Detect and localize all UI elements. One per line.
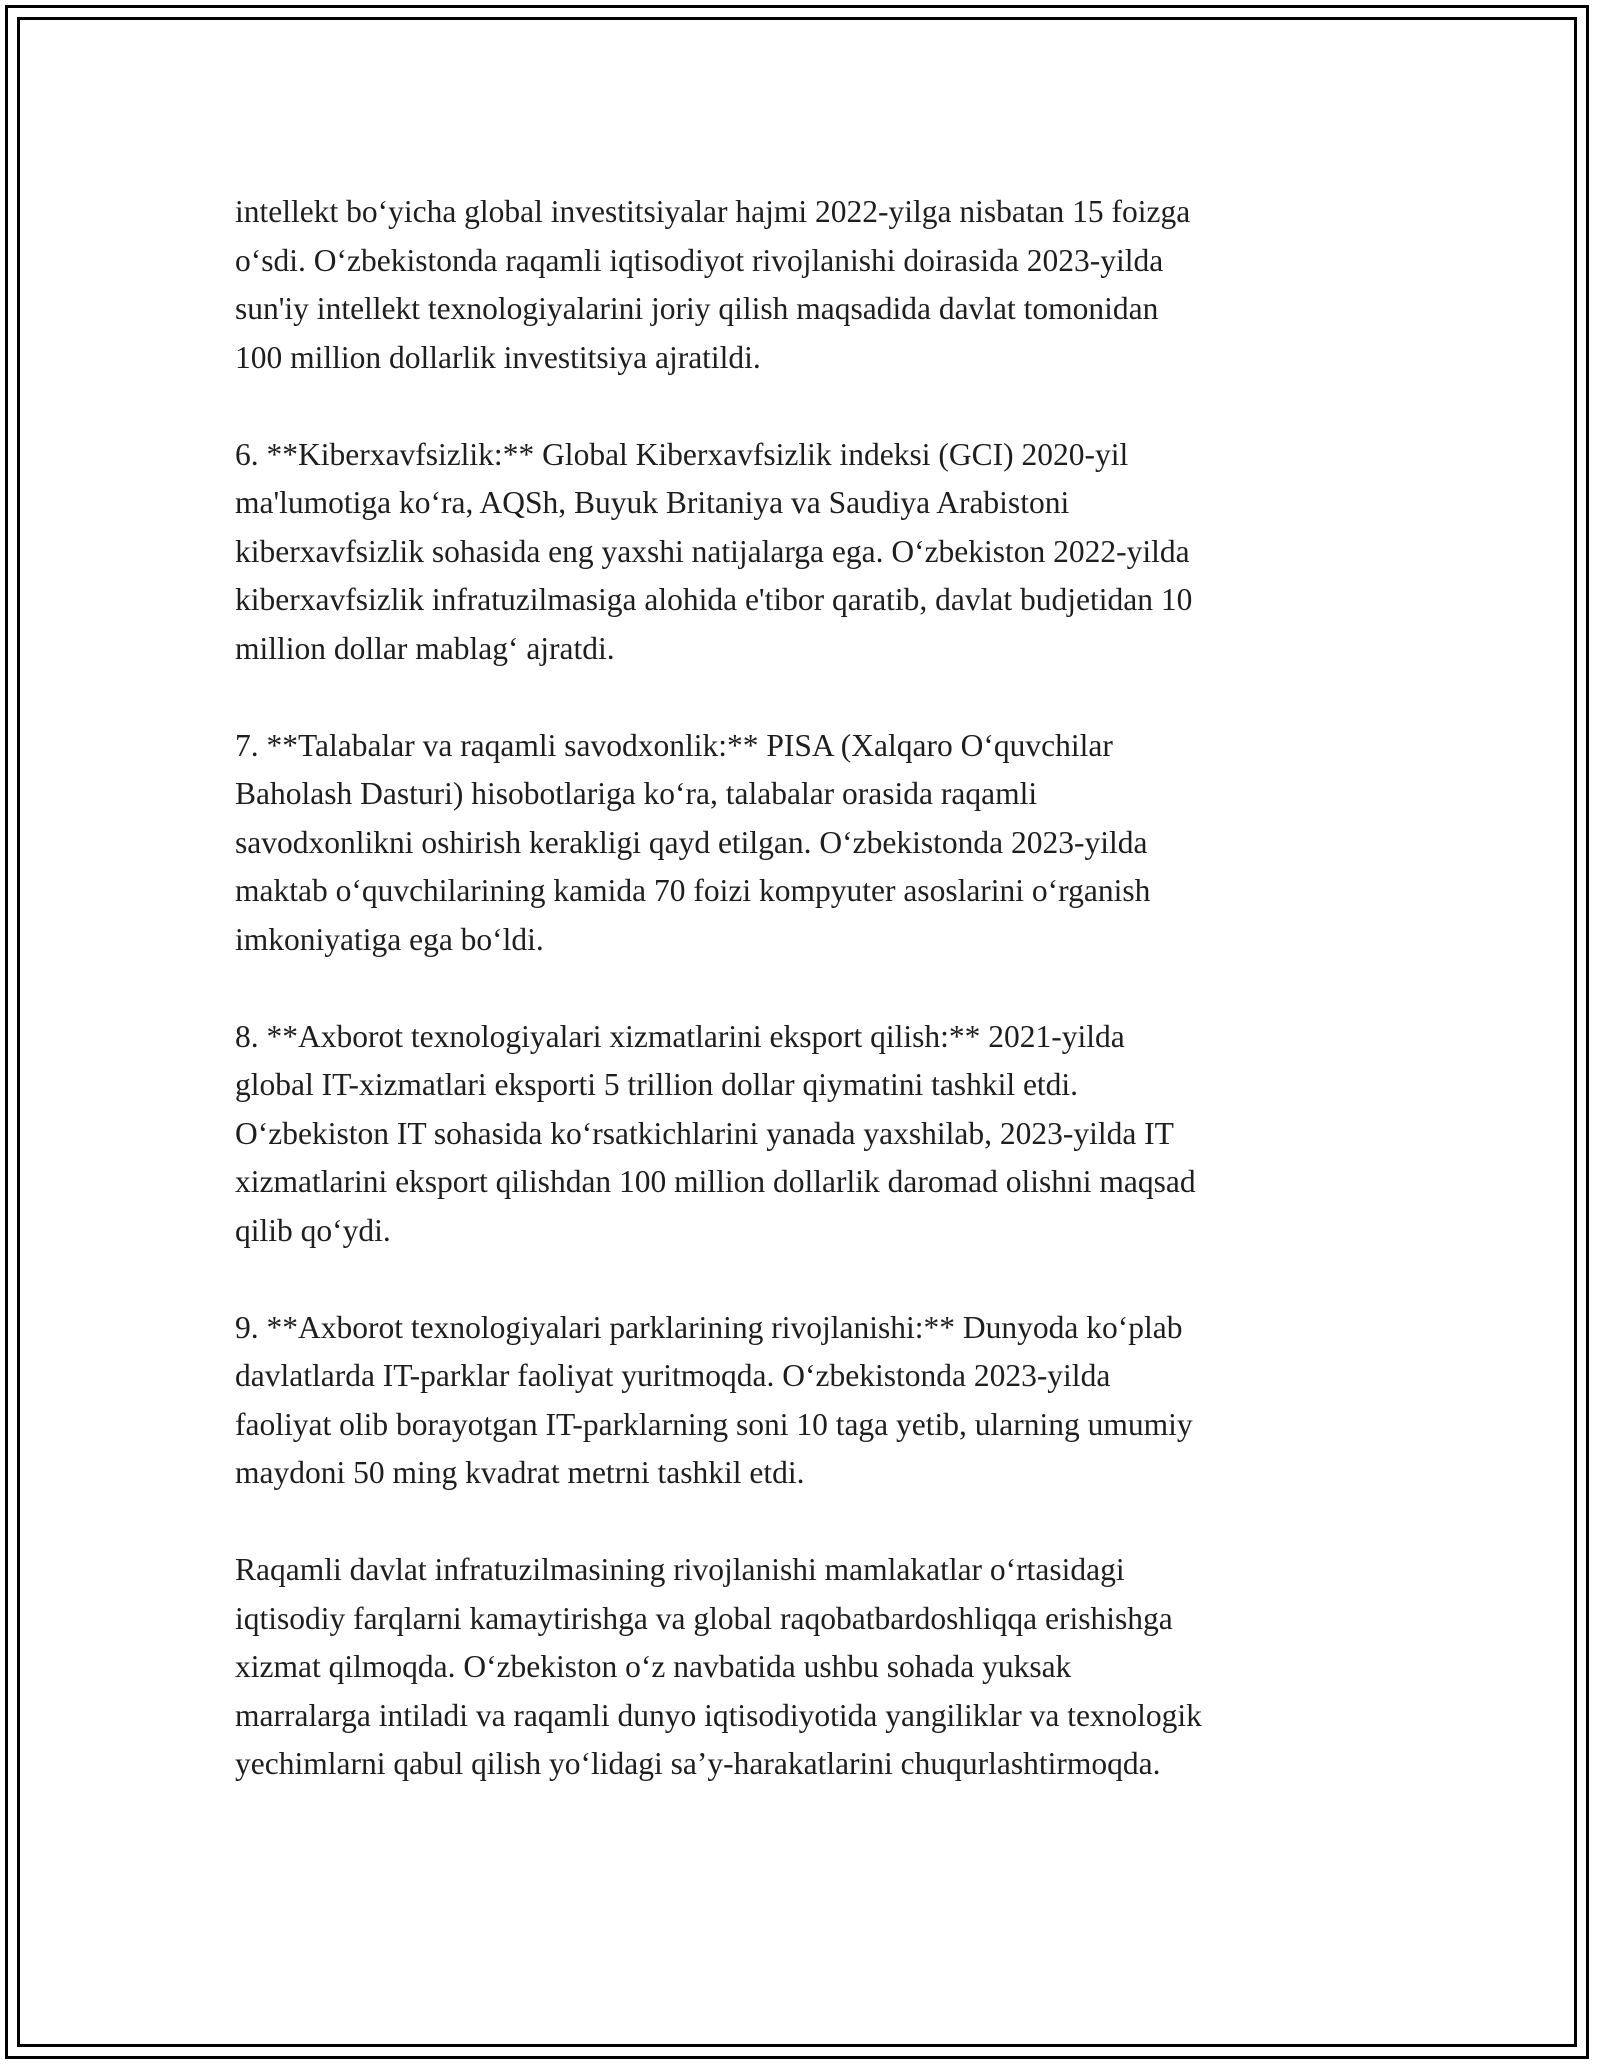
text-line: 7. **Talabalar va raqamli savodxonlik:** PISA (Xalqaro O‘quvchilar: [235, 727, 1113, 763]
text-line: davlatlarda IT-parklar faoliyat yuritmoqda. O‘zbekistonda 2023-yilda: [235, 1358, 1111, 1393]
text-line: o‘sdi. O‘zbekistonda raqamli iqtisodiyot rivojlanishi doirasida 2023-yilda: [235, 242, 1164, 278]
text-line: 6. **Kiberxavfsizlik:** Global Kiberxavfsizlik indeksi (GCI) 2020-yil: [235, 436, 1129, 472]
text-line: qilib qo‘ydi.: [235, 1212, 391, 1248]
text-line: yechimlarni qabul qilish yo‘lidagi sa’y-harakatlarini chuqurlashtirmoqda.: [235, 1746, 1161, 1781]
text-line: xizmatlarini eksport qilishdan 100 million dollarlik daromad olishni maqsad: [235, 1164, 1196, 1199]
text-line: kiberxavfsizlik sohasida eng yaxshi natijalarga ega. O‘zbekiston 2022-yilda: [235, 533, 1190, 569]
text-line: iqtisodiy farqlarni kamaytirishga va global raqobatbardoshliqqa erishishga: [235, 1600, 1173, 1636]
text-line: kiberxavfsizlik infratuzilmasiga alohida e'tibor qaratib, davlat budjetidan 10: [235, 582, 1193, 617]
text-line: Raqamli davlat infratuzilmasining rivojlanishi mamlakatlar o‘rtasidagi: [235, 1552, 1125, 1587]
text-line: million dollar mablag‘ ajratdi.: [235, 630, 615, 666]
text-line: ma'lumotiga ko‘ra, AQSh, Buyuk Britaniya va Saudiya Arabistoni: [235, 485, 1070, 520]
text-line: global IT-xizmatlari eksporti 5 trillion dollar qiymatini tashkil etdi.: [235, 1067, 1079, 1102]
paragraph-conclusion: [235, 1546, 1385, 1789]
text-line: 9. **Axborot texnologiyalari parklarining rivojlanishi:** Dunyoda ko‘plab: [235, 1309, 1183, 1345]
text-line: marralarga intiladi va raqamli dunyo iqtisodiyotida yangiliklar va texnologik: [235, 1697, 1202, 1733]
paragraph-item-9: [235, 1304, 1385, 1498]
text-line: Baholash Dasturi) hisobotlariga ko‘ra, talabalar orasida raqamli: [235, 776, 1038, 811]
text-line: maktab o‘quvchilarining kamida 70 foizi kompyuter asoslarini o‘rganish: [235, 873, 1151, 908]
text-line: xizmat qilmoqda. O‘zbekiston o‘z navbatida ushbu sohada yuksak: [235, 1649, 1072, 1684]
text-line: 8. **Axborot texnologiyalari xizmatlarini eksport qilish:** 2021-yilda: [235, 1018, 1125, 1054]
text-line: 100 million dollarlik investitsiya ajratildi.: [235, 339, 761, 375]
text-line: maydoni 50 ming kvadrat metrni tashkil etdi.: [235, 1455, 805, 1490]
document-body: [235, 188, 1385, 1837]
text-line: O‘zbekiston IT sohasida ko‘rsatkichlarini yanada yaxshilab, 2023-yilda IT: [235, 1115, 1174, 1151]
paragraph-item-6: [235, 431, 1385, 674]
text-line: savodxonlikni oshirish kerakligi qayd etilgan. O‘zbekistonda 2023-yilda: [235, 824, 1148, 860]
paragraph-item-8: [235, 1013, 1385, 1256]
text-line: faoliyat olib borayotgan IT-parklarning soni 10 taga yetib, ularning umumiy: [235, 1406, 1193, 1442]
text-line: intellekt bo‘yicha global investitsiyalar hajmi 2022-yilga nisbatan 15 foizga: [235, 194, 1191, 229]
paragraph-item-7: [235, 722, 1385, 965]
text-line: imkoniyatiga ega bo‘ldi.: [235, 921, 544, 957]
text-line: sun'iy intellekt texnologiyalarini joriy qilish maqsadida davlat tomonidan: [235, 291, 1159, 326]
paragraph-intro-continued: [235, 188, 1385, 382]
